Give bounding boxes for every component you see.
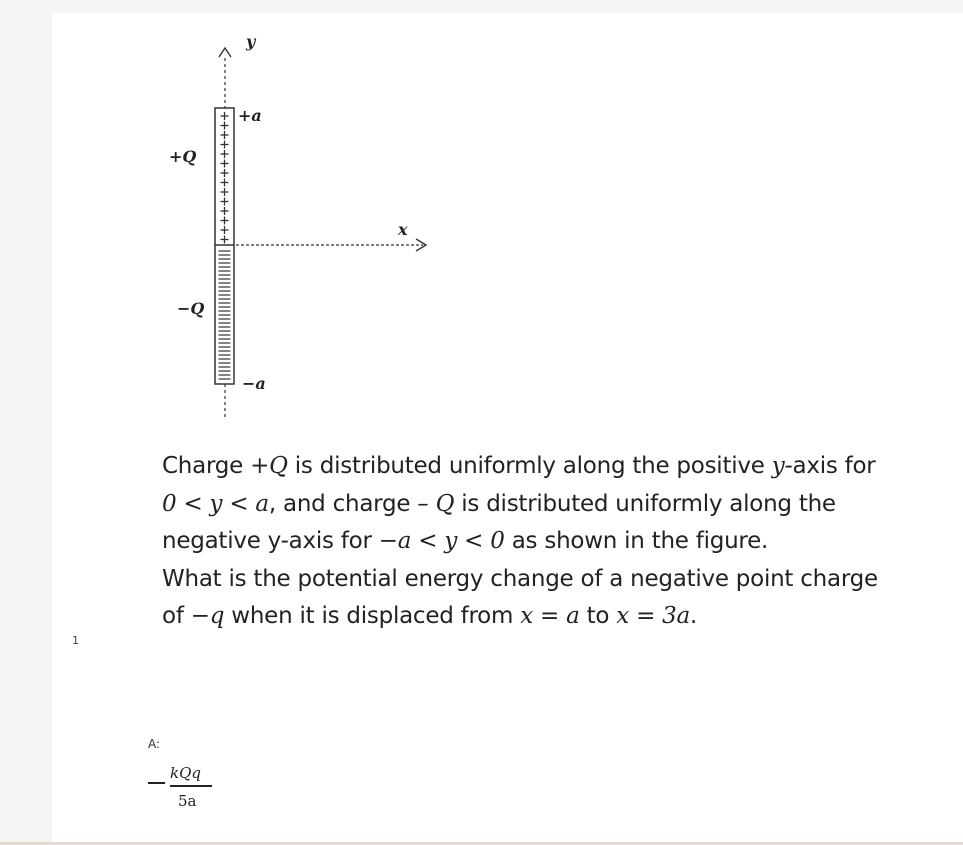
question-text-run: . [690,603,698,629]
math-expression: x = 3a [616,603,690,629]
question-text [162,448,892,636]
y-axis-arrow [219,48,231,57]
question-text-run: -axis for [784,453,876,479]
answer-minus-sign [148,782,165,784]
question-text-run: as shown in the figure. [504,528,769,554]
figure-drawing [150,28,470,423]
row-number: 1 [72,634,79,647]
answer-denominator: 5a [178,792,197,810]
minus-q-label: −Q [177,299,205,318]
math-expression: y [771,453,785,479]
charge-distribution-figure [150,28,470,423]
question-text-run: to [579,603,617,629]
question-paragraph-2 [162,561,892,636]
question-text-run: is distributed uniformly along the negative y-axis for [162,490,836,554]
left-gutter [0,13,52,842]
y-axis-label: y [246,32,256,51]
math-expression: x = a [520,603,580,629]
answer-label: A: [148,737,161,751]
math-expression: 0 < y < a [162,490,269,517]
minus-a-label: −a [242,374,266,393]
math-expression: −q [190,603,225,629]
question-text-run: when it is displaced from [224,603,521,629]
top-strip [0,0,963,13]
plus-q-label: +Q [169,147,197,166]
x-axis-label: x [398,220,408,239]
math-expression: −a < y < 0 [378,528,505,554]
question-text-run: , and charge – [268,490,436,517]
question-text-run: What is the potential energy change of a negative point charge of [162,565,878,629]
answer-numerator: kQq [170,764,201,782]
answer-expression [148,760,228,820]
question-text-run: Charge [162,453,251,479]
answer-fraction-bar [170,785,212,787]
plus-a-label: +a [238,106,262,125]
question-paragraph-1 [162,448,892,561]
math-expression: Q [435,490,455,517]
math-expression: +Q [250,453,288,479]
question-text-run: is distributed uniformly along the positive [287,453,772,479]
